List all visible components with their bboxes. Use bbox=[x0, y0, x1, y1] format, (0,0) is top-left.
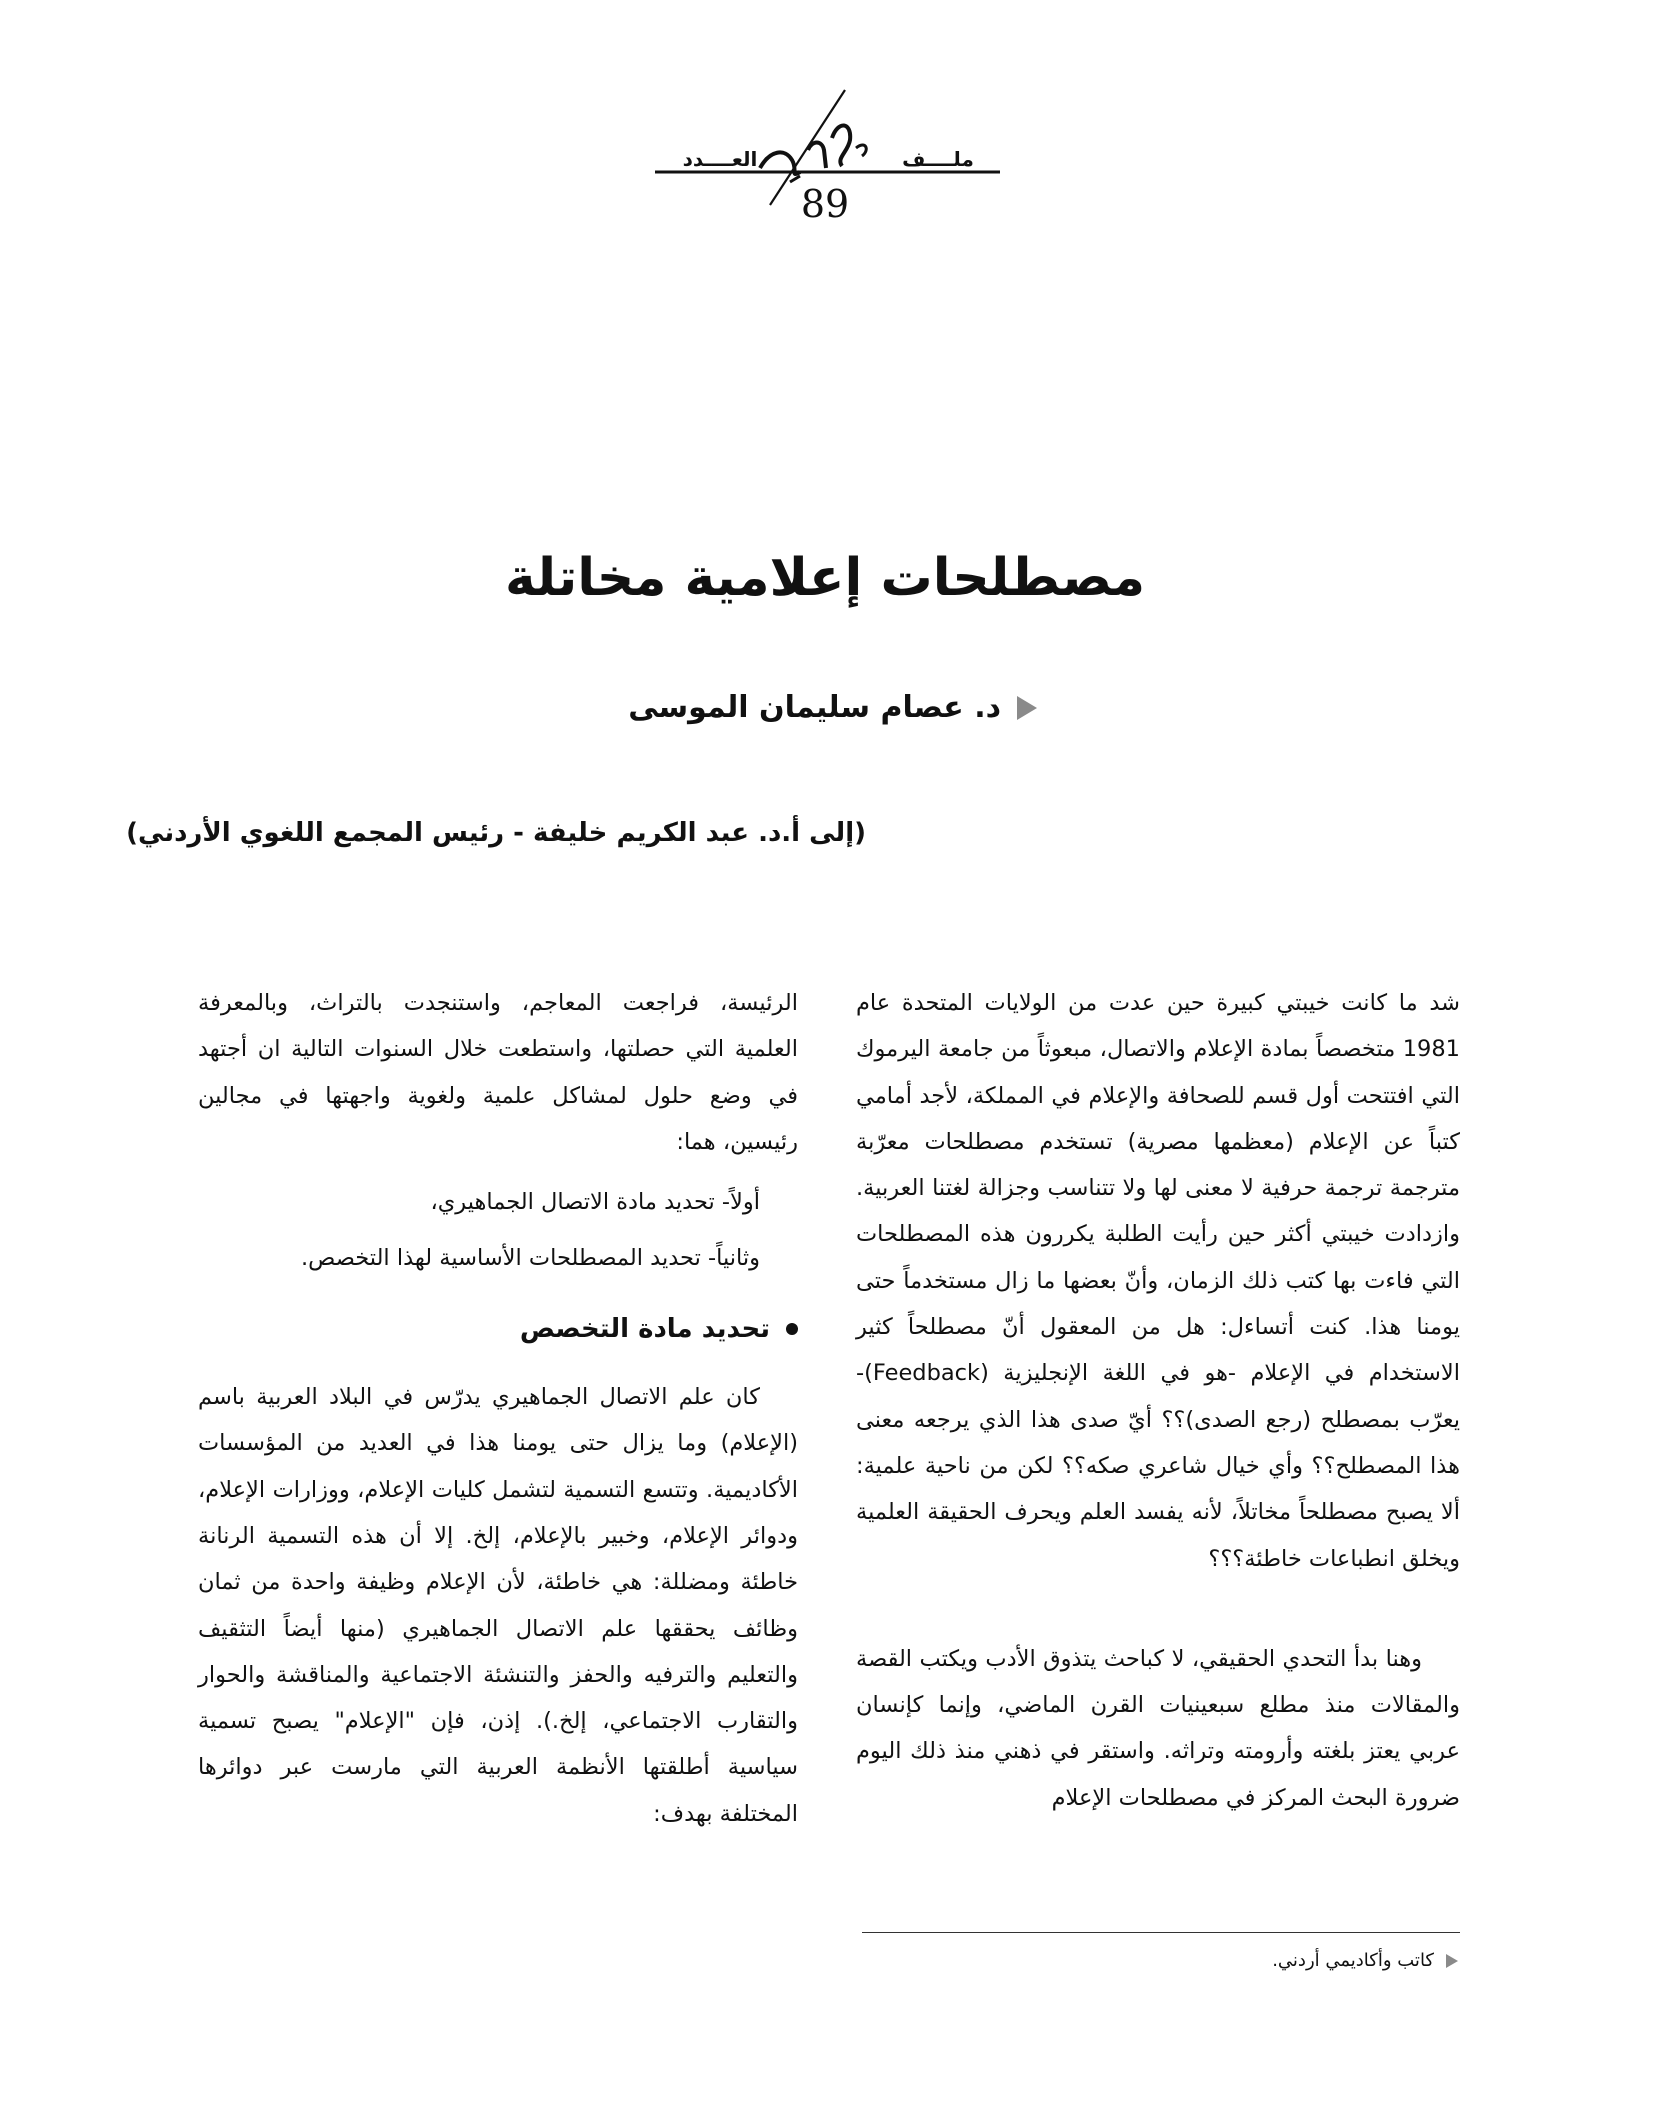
author-line bbox=[628, 690, 1037, 725]
subheading bbox=[198, 1306, 798, 1352]
paragraph-continuation: الرئيسة، فراجعت المعاجم، واستنجدت بالتراث، وبالمعرفة العلمية التي حصلتها، واستطعت خلال السنوات التالية ان أجتهد في وضع حلول لمشاكل علمية ولغوية واجهتها في مجالين رئيسين، هما: bbox=[198, 990, 798, 1155]
author-name: د. عصام سليمان الموسى bbox=[628, 690, 1001, 725]
right-column bbox=[856, 980, 1460, 1821]
paragraph-challenge: وهنا بدأ التحدي الحقيقي، لا كباحث يتذوق الأدب ويكتب القصة والمقالات منذ مطلع سبعينيات القرن الماضي، وإنما كإنسان عربي يعتز بلغته وأرومته وتراثه. واستقر في ذهني منذ ذلك اليوم ضرورة البحث المركز في مصطلحات الإعلام bbox=[856, 1645, 1460, 1811]
left-column bbox=[198, 980, 798, 1837]
bullet-icon bbox=[786, 1323, 798, 1335]
footnote-text: كاتب وأكاديمي أردني. bbox=[1272, 1950, 1434, 1971]
paragraph-intro: شد ما كانت خيبتي كبيرة حين عدت من الولايات المتحدة عام 1981 متخصصاً بمادة الإعلام والاتصال، مبعوثاً من جامعة اليرموك التي افتتحت أول قسم للصحافة والإعلام في المملكة، لأجد أمامي كتباً عن الإعلام (معظمها مصرية) تستخدم مصطلحات معرّبة مترجمة ترجمة حرفية لا معنى لها ولا تتناسب وجزالة لغتنا العربية. وازدادت خيبتي أكثر حين رأيت الطلبة يكررون هذه المصطلحات التي فاءت بها كتب ذلك الزمان، وأنّ بعضها ما زال مستخدماً حتى يومنا هذا. كنت أتساءل: هل من المعقول أنّ مصطلحاً كثير الاستخدام في الإعلام -هو في اللغة الإنجليزية (Feedback)- يعرّب بمصطلح (رجع الصدى)؟؟ أيّ صدى هذا الذي يرجعه معنى هذا المصطلح؟؟ وأي خيال شاعري صكه؟؟ لكن من ناحية علمية: ألا يصبح مصطلحاً مخاتلاً، لأنه يفسد العلم ويحرف الحقيقة العلمية ويخلق انطباعات خاطئة؟؟؟ bbox=[856, 990, 1460, 1572]
triangle-marker-icon bbox=[1446, 1954, 1458, 1968]
subheading-text: تحديد مادة التخصص bbox=[519, 1313, 770, 1344]
header-section-label: ملــــف bbox=[902, 147, 974, 171]
paragraph-gap bbox=[856, 1582, 1460, 1636]
triangle-marker-icon bbox=[1017, 696, 1037, 720]
footnote-divider bbox=[862, 1932, 1460, 1933]
article-title: مصطلحات إعلامية مخاتلة bbox=[504, 548, 1146, 608]
footnote bbox=[1272, 1950, 1458, 1971]
dedication: (إلى أ.د. عبد الكريم خليفة - رئيس المجمع اللغوي الأردني) bbox=[126, 818, 866, 848]
page-number: 89 bbox=[800, 182, 850, 226]
list-item-second: وثانياً- تحديد المصطلحات الأساسية لهذا التخصص. bbox=[301, 1245, 760, 1272]
running-header bbox=[0, 0, 1654, 240]
list-item-first: أولاً- تحديد مادة الاتصال الجماهيري، bbox=[430, 1189, 760, 1216]
header-issue-label: العــــدد bbox=[682, 147, 758, 171]
paragraph-discipline: كان علم الاتصال الجماهيري يدرّس في البلاد العربية باسم (الإعلام) وما يزال حتى يومنا هذا في العديد من المؤسسات الأكاديمية. وتتسع التسمية لتشمل كليات الإعلام، ووزارات الإعلام، ودوائر الإعلام، وخبير بالإعلام، إلخ. إلا أن هذه التسمية الرنانة خاطئة ومضللة: هي خاطئة، لأن الإعلام وظيفة واحدة من ثمان وظائف يحققها علم الاتصال الجماهيري (منها أيضاً التثقيف والتعليم والترفيه والحفز والتنشئة الاجتماعية والمناقشة والحوار والتقارب الاجتماعي، إلخ.). إذن، فإن "الإعلام" يصبح تسمية سياسية أطلقتها الأنظمة العربية التي مارست عبر دوائرها المختلفة بهدف: bbox=[198, 1384, 798, 1827]
